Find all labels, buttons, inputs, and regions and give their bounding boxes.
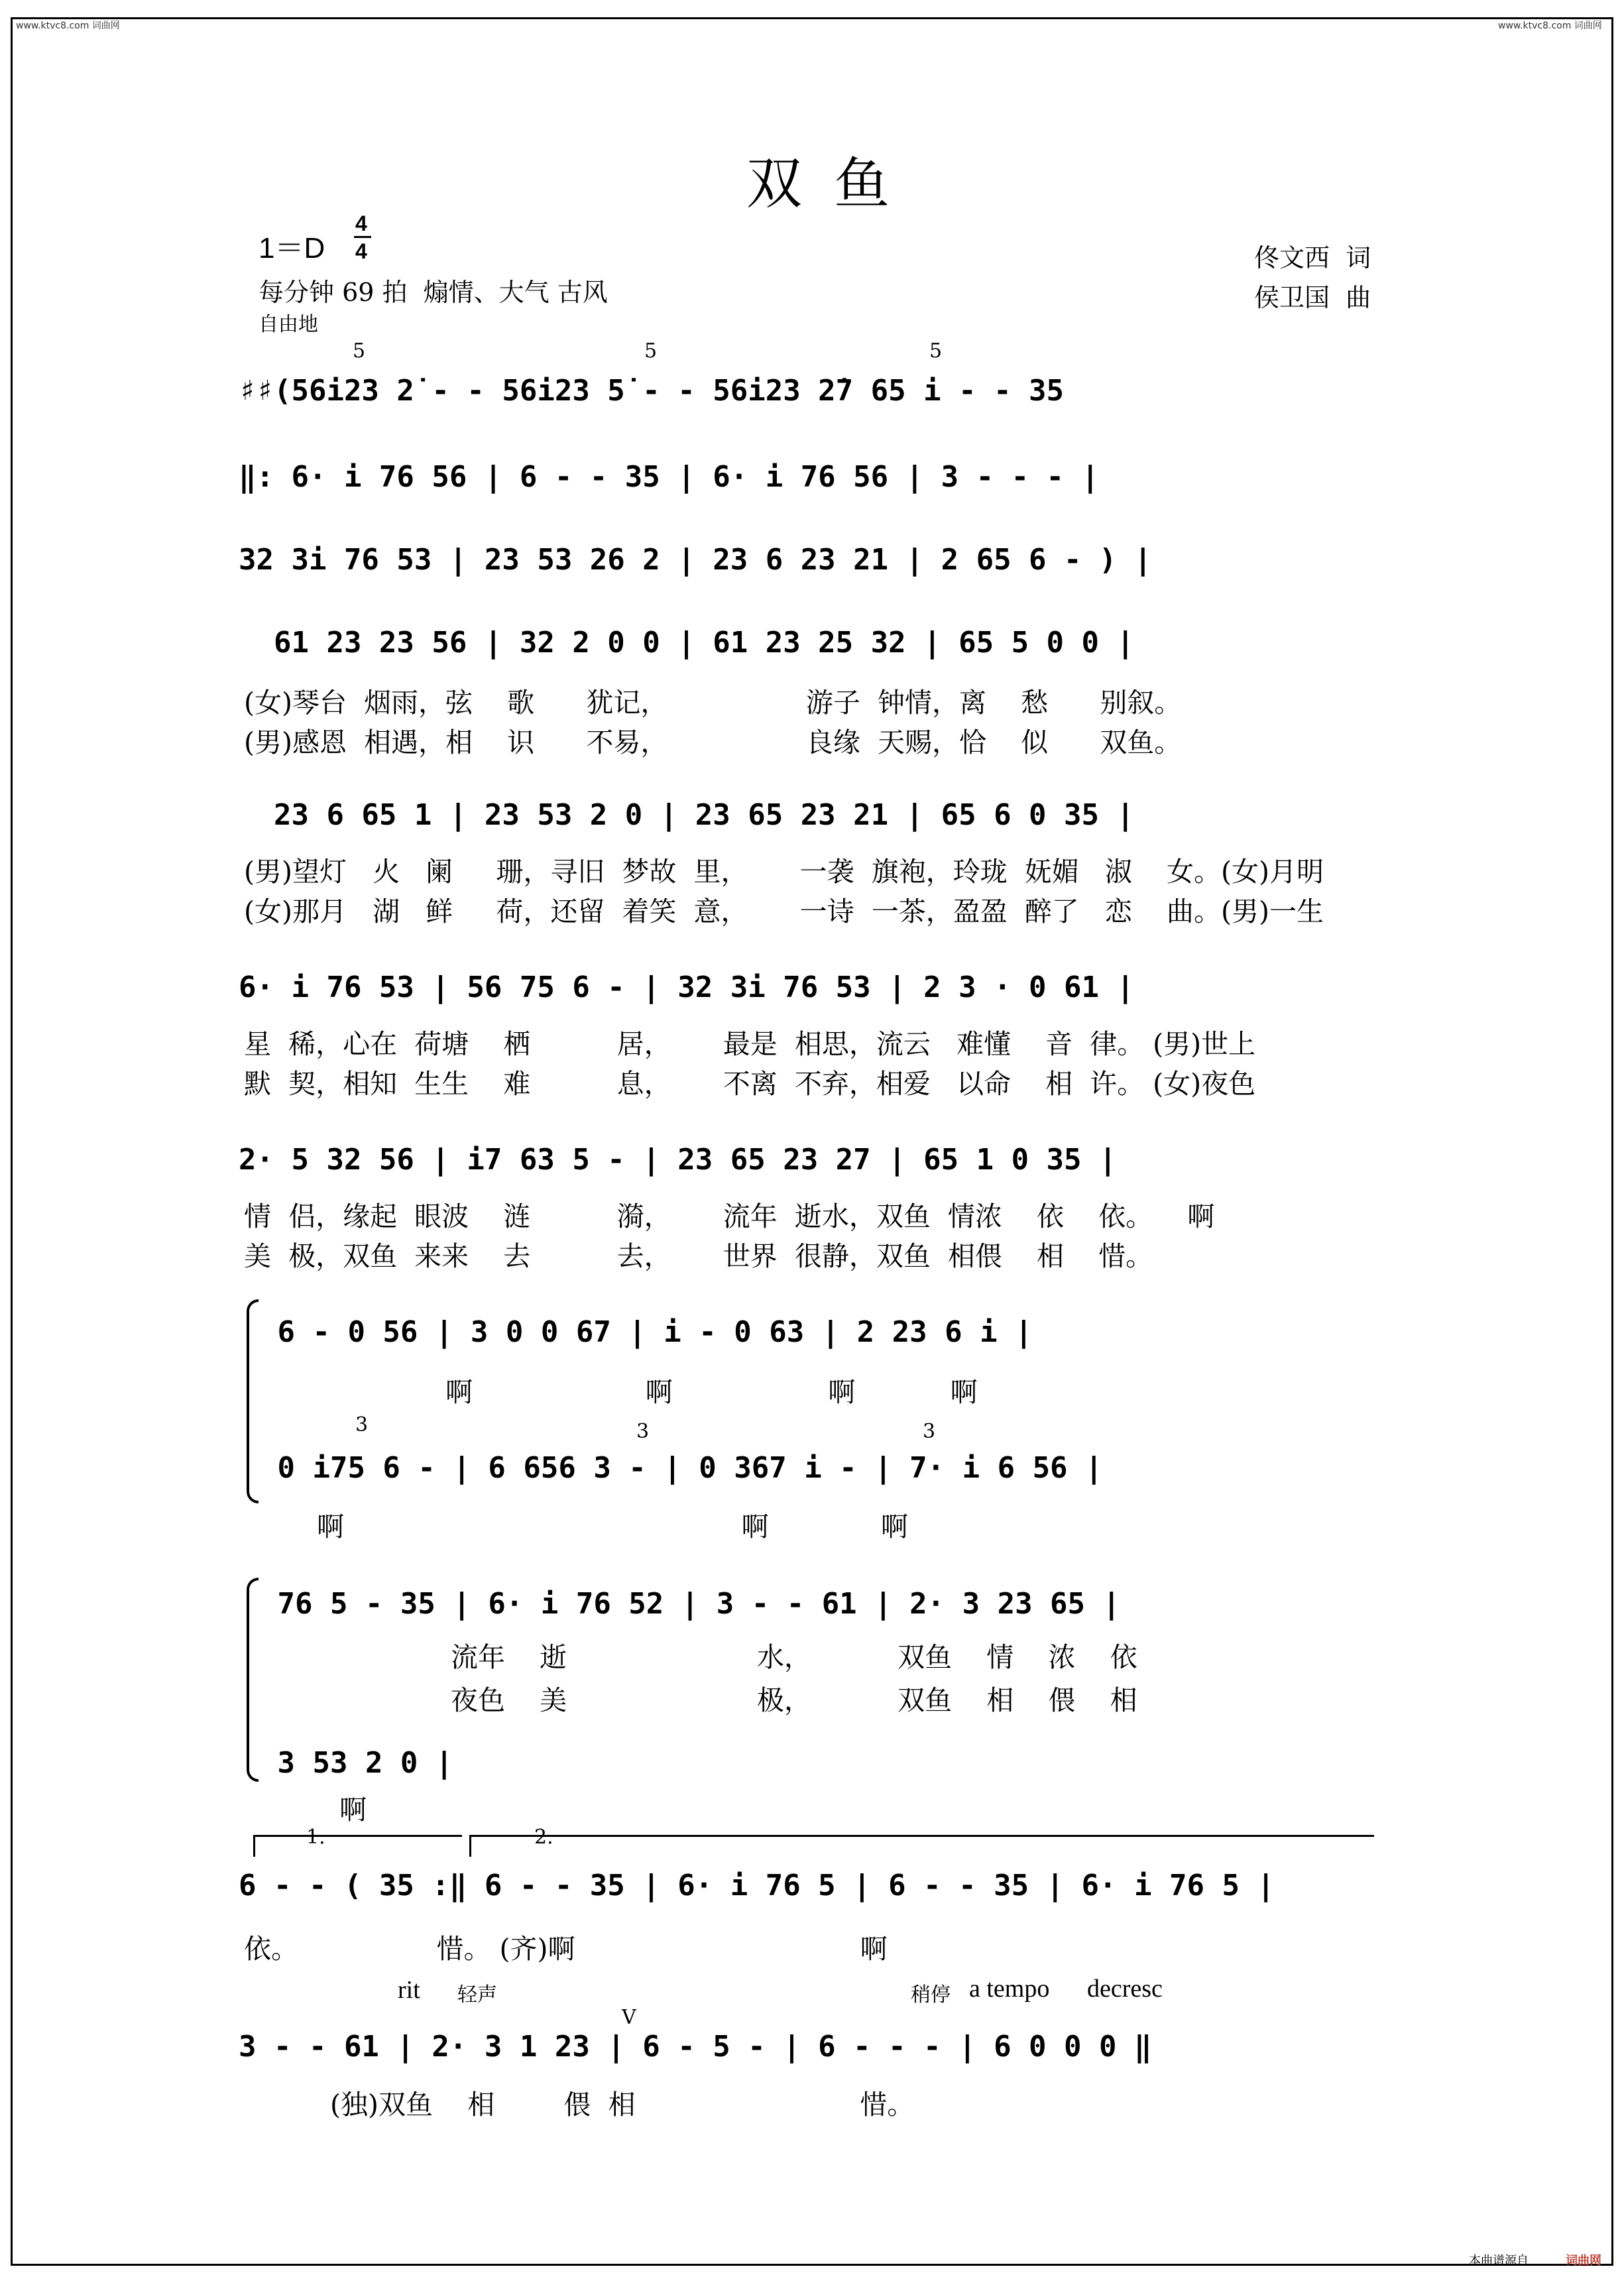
composer-credit: 侯卫国 曲: [1254, 283, 1371, 312]
notation-upper-part-2: 76 5 - 35 | 6· i 76 52 | 3 - - 61 | 2· 3 23 65 |: [260, 1587, 1121, 1621]
lyrics-verse1-line1: (女)琴台 烟雨，弦 歌 犹记， 游子 钟情，离 愁 别叙。: [244, 687, 1182, 719]
triplet-mark-1: 3: [355, 1413, 369, 1436]
quintuplet-mark-1: 5: [353, 339, 366, 363]
footer-source-text: 本曲谱源自: [1469, 2254, 1529, 2268]
free-tempo-marking: 自由地: [259, 313, 318, 336]
notation-row-3: 32 3i 76 53 | 23 53 26 2 | 23 6 23 21 | 2 65 6 - ) |: [239, 543, 1152, 577]
song-title: 双鱼: [746, 151, 922, 216]
time-signature-top: 4: [355, 211, 367, 235]
volta-label-2: 2.: [534, 1826, 553, 1849]
lyrics-verse5-line2: 夜色 美 极， 双鱼 相 偎 相: [451, 1684, 1137, 1716]
upper-part-ah-lyrics: 啊 啊 啊 啊: [445, 1376, 978, 1408]
triplet-mark-3: 3: [923, 1420, 936, 1443]
key-signature: 1＝D: [259, 232, 325, 264]
lyrics-verse1-line2: (男)感恩 相遇，相 识 不易， 良缘 天赐，恰 似 双鱼。: [244, 727, 1182, 758]
lower-part-ah-lyrics: 啊 啊 啊: [317, 1511, 908, 1543]
lyrics-verse4-line2: 美 极，双鱼 来来 去 去， 世界 很静，双鱼 相偎 相 惜。: [244, 1240, 1153, 1272]
decresc-marking: decresc: [1087, 1975, 1163, 2003]
triplet-mark-2: 3: [636, 1420, 650, 1443]
notation-lower-part-1: 0 i75 6 - | 6 656 3 - | 0 367 i - | 7· i 6 56 |: [260, 1451, 1103, 1485]
site-watermark-right: www.ktvc8.com 词曲网: [1498, 21, 1602, 31]
notation-row-7: 2· 5 32 56 | i7 63 5 - | 23 65 23 27 | 65 1 0 35 |: [239, 1143, 1117, 1177]
lyrics-verse3-line2: 默 契，相知 生生 难 息， 不离 不弃，相爱 以命 相 许。 (女)夜色: [244, 1068, 1256, 1100]
notation-lower-part-2: 3 53 2 0 |: [260, 1746, 453, 1780]
footer-site-logo: 词曲网: [1566, 2254, 1601, 2268]
quintuplet-mark-2: 5: [644, 339, 658, 363]
notation-row-final: 3 - - 61 | 2· 3 1 23 | 6 - 5 - | 6 - - - | 6 0 0 0 ‖: [239, 2030, 1152, 2064]
lyrics-verse2-line2: (女)那月 湖 鲜 荷，还留 着笑 意， 一诗 一茶，盈盈 醉了 恋 曲。(男)一生: [244, 896, 1324, 927]
volta-label-1: 1.: [306, 1826, 325, 1849]
time-signature-bottom: 4: [355, 239, 367, 263]
notation-row-6: 6· i 76 53 | 56 75 6 - | 32 3i 76 53 | 2 3 · 0 61 |: [239, 970, 1135, 1004]
quintuplet-mark-3: 5: [929, 339, 943, 363]
notation-row-2: ‖: 6· i 76 56 | 6 - - 35 | 6· i 76 56 | 3 - - - |: [239, 460, 1100, 494]
breath-mark: V: [622, 2006, 636, 2029]
volta-bracket-2: [469, 1835, 1374, 1857]
lyrics-ending-line: 依。 惜。 (齐)啊 啊: [244, 1933, 888, 1965]
lyrics-verse5-line1: 流年 逝 水， 双鱼 情 浓 依: [451, 1641, 1137, 1673]
time-signature-line: [354, 236, 371, 238]
notation-row-intro: ♯♯(56i23 2̇ - - 56i23 5̇ - - 56i23 2̇7 65 i - - 35: [239, 374, 1065, 408]
system-brace-2: [247, 1578, 259, 1782]
lyrics-verse2-line1: (男)望灯 火 阑 珊，寻旧 梦故 里， 一袭 旗袍，玲珑 妩媚 淑 女。(女)月明: [244, 856, 1324, 888]
site-watermark-left: www.ktvc8.com 词曲网: [16, 21, 120, 31]
system-brace-1: [247, 1299, 259, 1503]
lyrics-verse3-line1: 星 稀，心在 荷塘 栖 居， 最是 相思，流云 难懂 音 律。 (男)世上: [244, 1028, 1256, 1060]
lyrics-verse4-line1: 情 侣，缘起 眼波 涟 漪， 流年 逝水，双鱼 情浓 依 依。 啊: [244, 1200, 1215, 1232]
notation-row-ending: 6 - - ( 35 :‖ 6 - - 35 | 6· i 76 5 | 6 - - 35 | 6· i 76 5 |: [239, 1869, 1275, 1903]
lower-part-2-ah-lyrics: 啊: [339, 1794, 367, 1826]
volta-bracket-1: [253, 1835, 462, 1857]
rit-marking: rit: [398, 1976, 420, 2004]
notation-upper-part-1: 6 - 0 56 | 3 0 0 67 | i - 0 63 | 2 23 6 i |: [260, 1315, 1033, 1349]
tempo-marking: 每分钟 69 拍 煽情、大气 古风: [259, 278, 608, 307]
notation-row-4: 61 23 23 56 | 32 2 0 0 | 61 23 25 32 | 65 5 0 0 |: [239, 626, 1135, 660]
a-tempo-marking: a tempo: [969, 1975, 1050, 2003]
lyricist-credit: 佟文西 词: [1254, 243, 1371, 272]
pause-marking: 稍停: [911, 1983, 951, 2007]
soft-voice-marking: 轻声: [457, 1983, 497, 2007]
notation-row-5: 23 6 65 1 | 23 53 2 0 | 23 65 23 21 | 65 6 0 35 |: [239, 798, 1135, 832]
lyrics-final-line: (独)双鱼 相 偎 相 惜。: [330, 2089, 915, 2121]
